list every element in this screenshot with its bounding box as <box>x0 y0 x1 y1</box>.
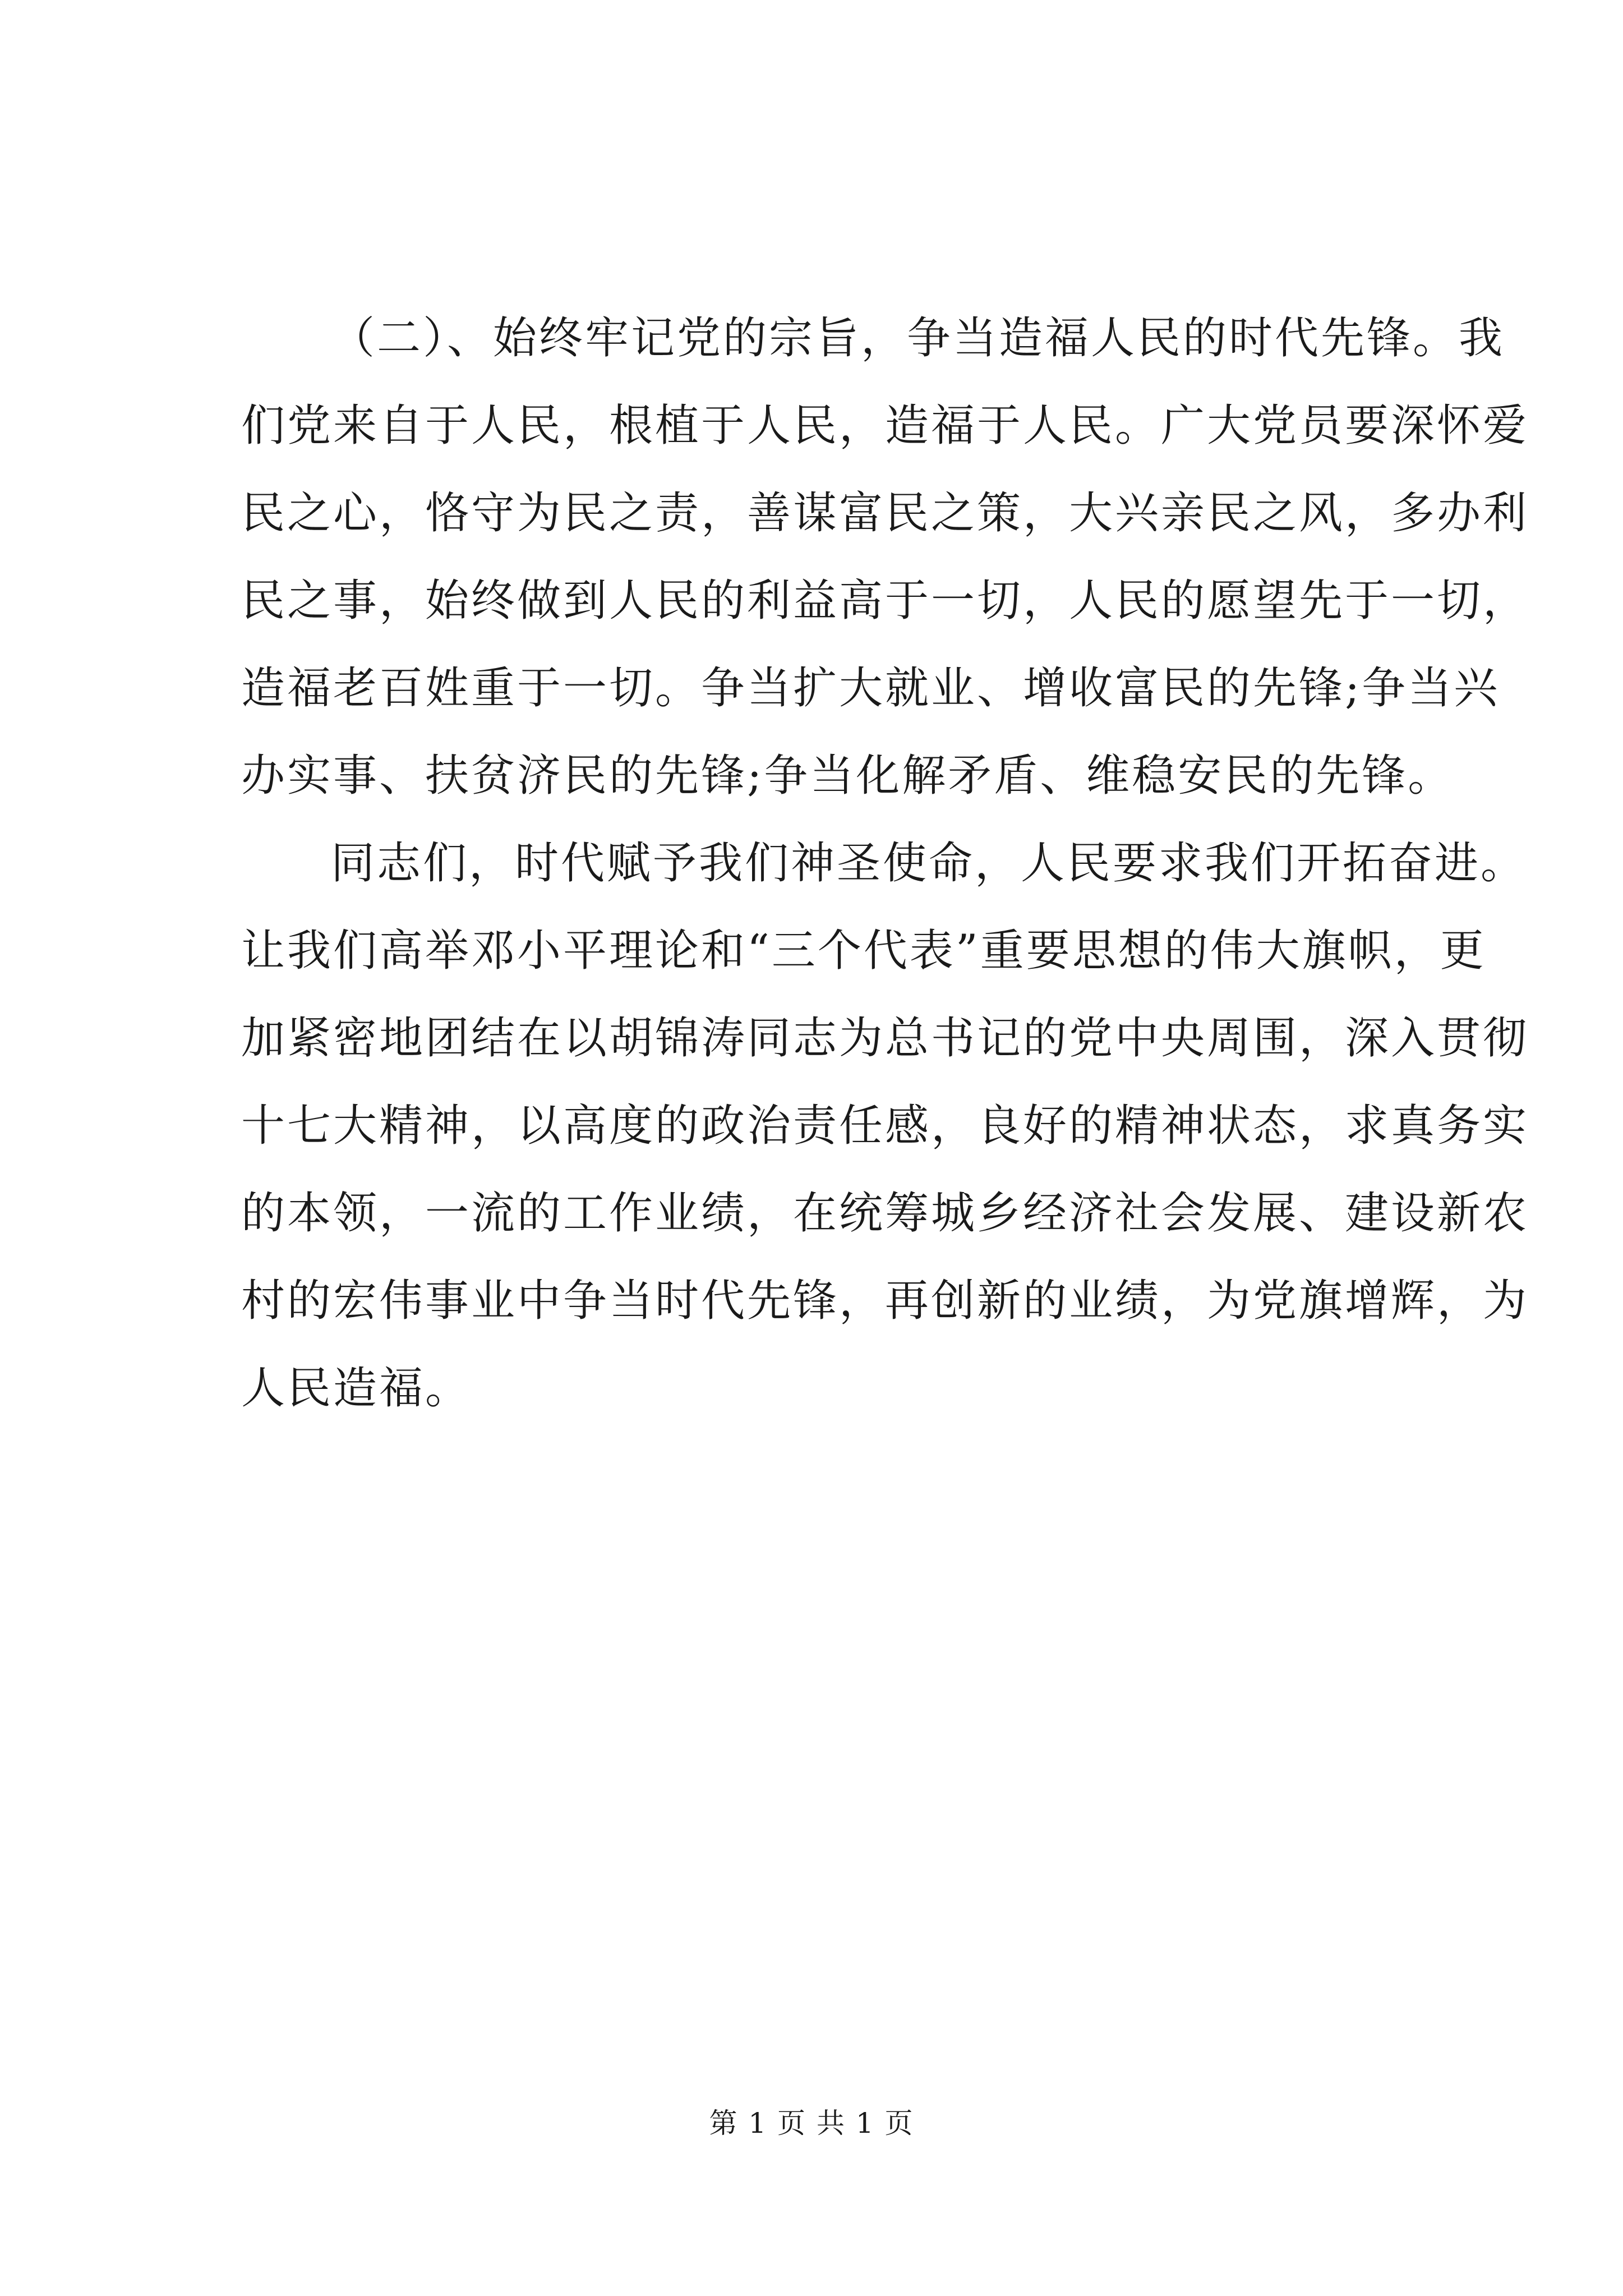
text-line: 同志们，时代赋予我们神圣使命，人民要求我们开拓奋进。 <box>331 838 1527 889</box>
text-line: 村的宏伟事业中争当时代先锋，再创新的业绩，为党旗增辉，为 <box>241 1276 1529 1326</box>
page-footer: 第 1 页 共 1 页 <box>709 2107 914 2139</box>
text-line: 的本领，一流的工作业绩，在统筹城乡经济社会发展、建设新农 <box>241 1188 1529 1239</box>
text-line: 办实事、扶贫济民的先锋;争当化解矛盾、维稳安民的先锋。 <box>241 751 1454 801</box>
paragraph-2 <box>241 820 1529 1432</box>
text-line: 们党来自于人民，根植于人民，造福于人民。广大党员要深怀爱 <box>241 401 1529 451</box>
text-line: 民之事，始终做到人民的利益高于一切，人民的愿望先于一切， <box>241 576 1529 626</box>
text-line: （二）、始终牢记党的宗旨，争当造福人民的时代先锋。我 <box>331 313 1505 364</box>
text-line: 加紧密地团结在以胡锦涛同志为总书记的党中央周围，深入贯彻 <box>241 1013 1529 1064</box>
text-line: 人民造福。 <box>241 1363 472 1414</box>
text-line: 让我们高举邓小平理论和“三个代表”重要思想的伟大旗帜，更 <box>241 926 1486 976</box>
text-line: 十七大精神，以高度的政治责任感，良好的精神状态，求真务实 <box>241 1101 1529 1151</box>
paragraph-1 <box>241 295 1529 820</box>
text-line: 民之心，恪守为民之责，善谋富民之策，大兴亲民之风，多办利 <box>241 488 1529 539</box>
body-text <box>241 295 1529 1432</box>
text-line: 造福老百姓重于一切。争当扩大就业、增收富民的先锋;争当兴 <box>241 663 1500 714</box>
